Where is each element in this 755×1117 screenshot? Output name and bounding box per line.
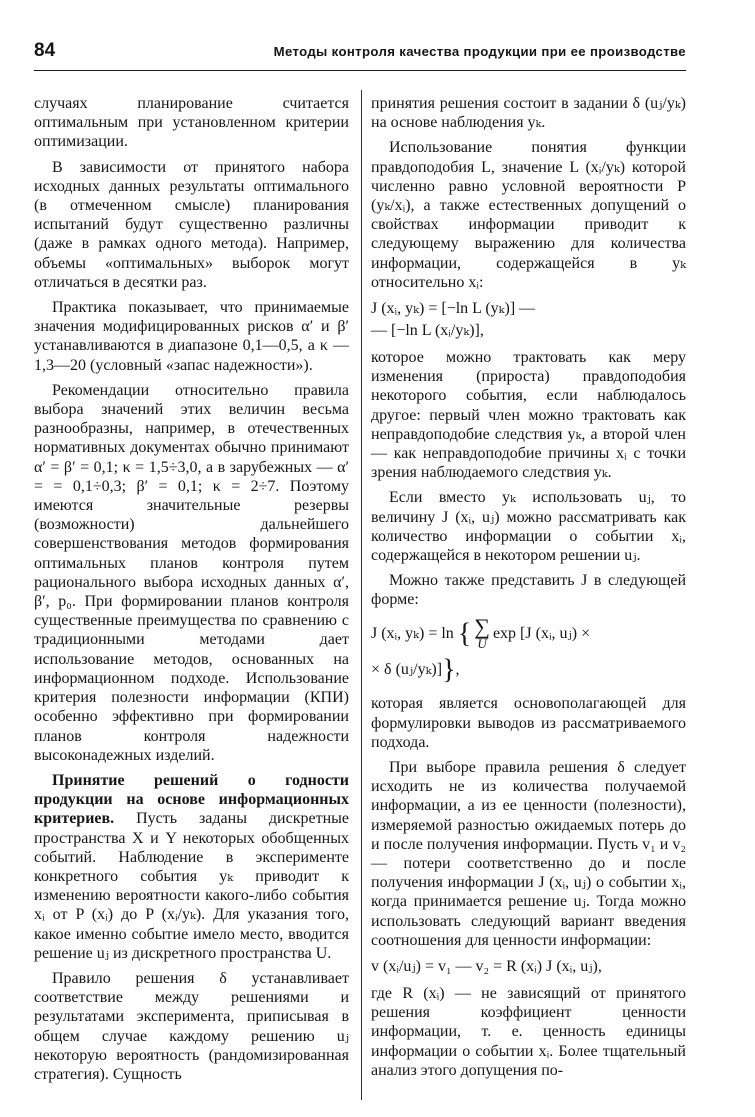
paragraph: Если вместо yₖ использовать uⱼ, то величину J (xᵢ, uⱼ) можно рассматривать как количество информации о событии xᵢ, содержащейся в некотором решении uⱼ.: [371, 489, 686, 565]
formula-line: v (xᵢ/uⱼ) = v₁ — v₂ = R (xᵢ) J (xᵢ, uⱼ),: [371, 957, 602, 975]
paragraph: где R (xᵢ) — не зависящий от принятого решения коэффициент ценности информации, т. е. ценность единицы информации о событии xᵢ. Более тщательный анализ этого допущения по-: [371, 984, 686, 1079]
paragraph: Можно также представить J в следующей форме:: [371, 572, 686, 609]
sigma: ∑: [474, 614, 490, 639]
paragraph: В зависимости от принятого набора исходных данных результаты оптимального (в отмеченном смысле) планирования испытаний будут существенно различны (даже в рамках одного метода). Например, объемы «оптимальных» выборок могут отличаться в десятки раз.: [34, 158, 349, 291]
right-brace: }: [442, 654, 456, 686]
formula-rhs-cont: × δ (uⱼ/yₖ)]: [371, 661, 443, 678]
paragraph: принятия решения состоит в задании δ (uⱼ/yₖ) на основе наблюдения yₖ.: [371, 95, 686, 132]
paragraph: случаях планирование считается оптимальным при установленном критерии оптимизации.: [34, 95, 349, 151]
formula-information-log-sum: [371, 616, 686, 689]
formula-lhs: J (xᵢ, yₖ) = ln: [371, 624, 454, 642]
paragraph: которая является основополагающей для формулировки выводов из рассматриваемого подхода.: [371, 695, 686, 751]
left-brace: {: [457, 618, 472, 649]
page-number: 84: [34, 40, 56, 61]
running-title: Методы контроля качества продукции при ее производстве: [273, 44, 686, 59]
page-header: [34, 40, 686, 64]
paragraph: которое можно трактовать как меру изменения (прироста) правдоподобия некоторого события, если наблюдалось другое: первый член можно трактовать как неправдоподобие следствия yₖ, а второй член — как неправдоподобие причины xᵢ с точки зрения наблюдаемого следствия yₖ.: [371, 349, 686, 482]
formula-line: [371, 616, 686, 652]
paragraph: Правило решения δ устанавливает соответствие между решениями и результатами эксперимента, приписывая в общем случае каждому решению uⱼ некоторую вероятность (рандомизированная стратегия). Сущность: [34, 969, 349, 1083]
column-divider: [361, 90, 362, 1100]
paragraph-text: Пусть заданы дискретные пространства X и Y некоторых обобщенных событий. Наблюдение в эксперименте конкретного события yₖ приводит к изменению вероятности какого-либо события xᵢ от P (xᵢ) до P (xᵢ/yₖ). Для указания того, какое именно событие имело место, вводится решение uⱼ из дискретного пространства U.: [34, 810, 349, 962]
formula-line: [371, 652, 686, 688]
left-column: [34, 94, 349, 1090]
section-paragraph: [34, 771, 349, 963]
paragraph: При выборе правила решения δ следует исходить не из количества получаемой информации, а из ее ценности (полезности), измеряемой разностью ожидаемых потерь до и после получения информации. Пусть v₁ и v₂ — потери соответственно до и после получения информации J (xᵢ, uⱼ) о событии xᵢ, когда принимается решение uⱼ. Тогда можно использовать следующий вариант введения соотношения для ценности информации:: [371, 758, 686, 949]
paragraph: Использование понятия функции правдоподобия L, значение L (xᵢ/yₖ) которой численно равно условной вероятности P (yₖ/xᵢ), а также естественных допущений о свойствах информации приводит к следующему выражению для количества информации, содержащейся в yₖ относительно xᵢ:: [371, 139, 686, 291]
right-column: [371, 94, 686, 1086]
formula-information-amount: [371, 298, 686, 342]
formula-rhs: exp [J (xᵢ, uⱼ) ×: [492, 624, 591, 642]
header-rule: [34, 70, 686, 71]
sum-index: U: [477, 636, 487, 651]
sum-symbol: [474, 614, 490, 651]
paragraph: Рекомендации относительно правила выбора значений этих величин весьма разнообразны, например, в отечественных нормативных документах обычно принимают α′ = β′ = 0,1; κ = 1,5÷3,0, а в зарубежных — α′ = = 0,1÷0,3; β′ = 0,1; κ = 2÷7. Поэтому имеются значительные резервы (возможности) дальнейшего совершенствования методов формирования оптимальных планов контроля путем рационального выбора исходных данных α′, β′, p₀. При формировании планов контроля существенные преимущества по сравнению с традиционными методами дает использование методов, основанных на информационном подходе. Использование критерия полезности информации (КПИ) особенно эффективно при формировании планов контроля надежности высоконадежных изделий.: [34, 381, 349, 764]
section-heading: Принятие решений о годности продукции на основе информационных критериев.: [34, 771, 349, 828]
formula-information-value: [371, 956, 686, 978]
formula-line: J (xᵢ, yₖ) = [−ln L (yₖ)] —: [371, 300, 536, 318]
formula-line: — [−ln L (xᵢ/yₖ)],: [371, 322, 484, 340]
paragraph: Практика показывает, что принимаемые значения модифицированных рисков α′ и β′ устанавливаются в диапазоне 0,1—0,5, а κ — 1,3—20 (условный «запас надежности»).: [34, 299, 349, 374]
formula-tail: ,: [455, 661, 460, 678]
